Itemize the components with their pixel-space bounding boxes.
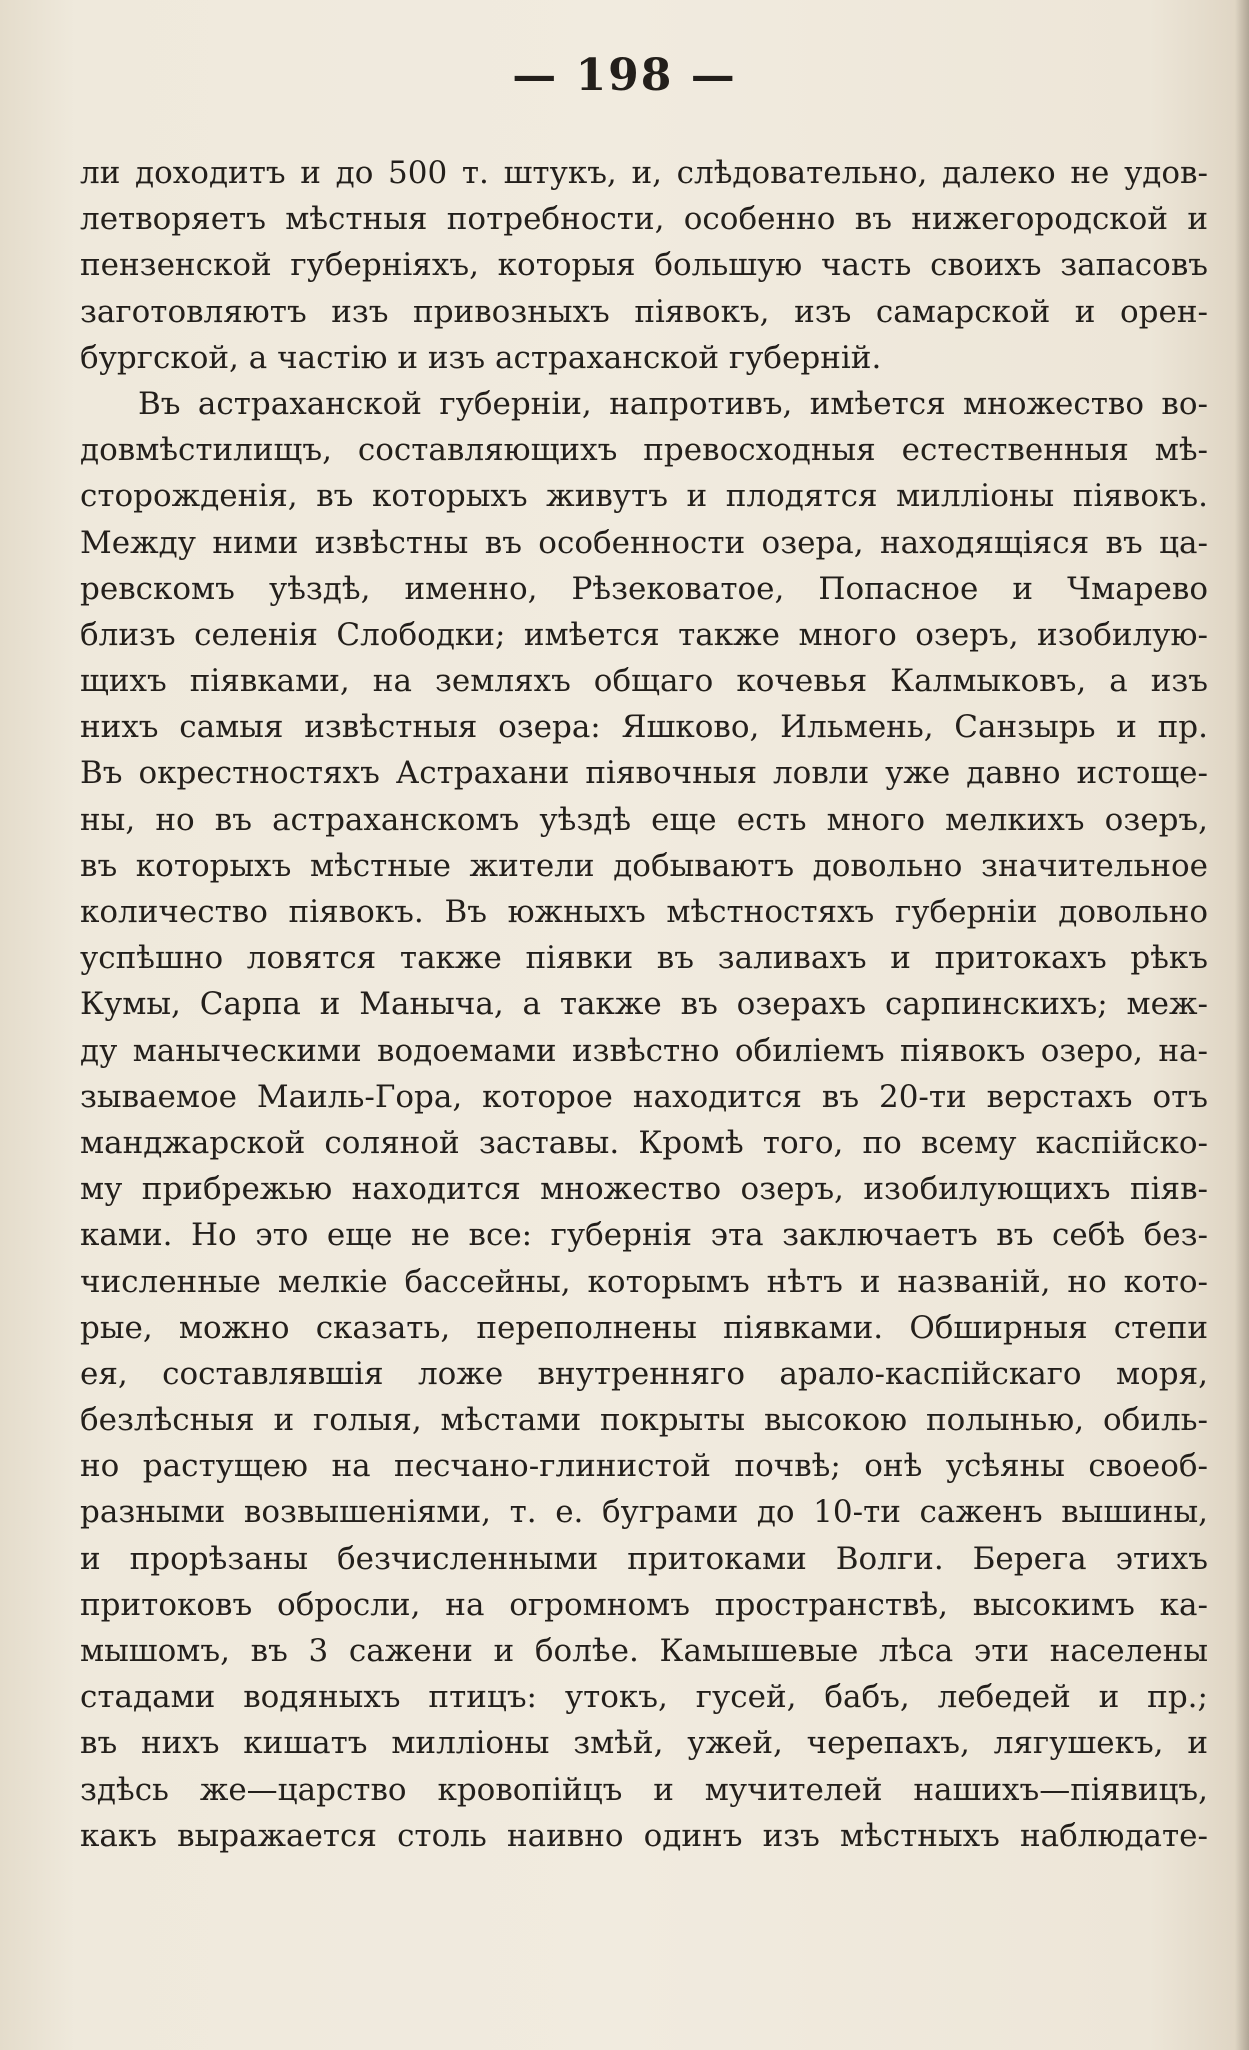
text-line: мышомъ, въ 3 сажени и болѣе. Камышевые лѣса эти населены <box>80 1633 1208 1669</box>
text-line: ревскомъ уѣздѣ, именно, Рѣзековатое, Попасное и Чмарево <box>80 570 1208 607</box>
text-line: пензенской губерніяхъ, которыя большую часть своихъ запасовъ <box>80 247 1208 284</box>
text-line: и прорѣзаны безчисленными притоками Волги. Берега этихъ <box>80 1540 1208 1577</box>
text-line: ны, но въ астраханскомъ уѣздѣ еще есть много мелкихъ озеръ, <box>80 801 1208 838</box>
text-line: ли доходитъ и до 500 т. штукъ, и, слѣдовательно, далеко не удов- <box>80 155 1208 191</box>
text-line: какъ выражается столь наивно одинъ изъ мѣстныхъ наблюдате- <box>80 1817 1208 1854</box>
text-line: безлѣсныя и голыя, мѣстами покрыты высокою полынью, обиль- <box>80 1402 1208 1439</box>
text-line: рые, можно сказать, переполнены піявками. Обширныя степи <box>80 1309 1208 1346</box>
text-line: здѣсь же—царство кровопійцъ и мучителей нашихъ—піявицъ, <box>80 1771 1208 1808</box>
text-line: Кумы, Сарпа и Маныча, а также въ озерахъ сарпинскихъ; меж- <box>80 986 1208 1023</box>
text-line: щихъ піявками, на земляхъ общаго кочевья Калмыковъ, а изъ <box>80 663 1208 700</box>
text-line: ду маныческими водоемами извѣстно обиліемъ піявокъ озеро, на- <box>80 1032 1208 1069</box>
text-line: манджарской соляной заставы. Кромѣ того, по всему каспійско- <box>80 1124 1208 1161</box>
text-line: разными возвышеніями, т. е. буграми до 10-ти саженъ вышины, <box>80 1494 1208 1531</box>
text-line: ками. Но это еще не все: губернія эта заключаетъ въ себѣ без- <box>80 1217 1208 1254</box>
text-line: довмѣстилищъ, составляющихъ превосходныя естественныя мѣ- <box>80 432 1208 469</box>
text-line: му прибрежью находится множество озеръ, изобилующихъ піяв- <box>80 1171 1208 1208</box>
text-line: стадами водяныхъ птицъ: утокъ, гусей, бабъ, лебедей и пр.; <box>80 1679 1208 1716</box>
text-line: ея, составлявшія ложе внутренняго арало-каспійскаго моря, <box>80 1355 1208 1392</box>
text-line: Между ними извѣстны въ особенности озера, находящіяся въ ца- <box>80 524 1208 561</box>
body-text <box>80 150 1208 1859</box>
text-line: бургской, а частію и изъ астраханской губерній. <box>80 339 882 376</box>
text-line: въ нихъ кишатъ милліоны змѣй, ужей, черепахъ, лягушекъ, и <box>80 1725 1208 1762</box>
text-line: нихъ самыя извѣстныя озера: Яшково, Ильмень, Санзырь и пр. <box>80 709 1208 746</box>
text-line: успѣшно ловятся также піявки въ заливахъ и притокахъ рѣкъ <box>80 940 1208 977</box>
text-line: численные мелкіе бассейны, которымъ нѣтъ и названій, но кото- <box>80 1263 1208 1300</box>
text-line: заготовляютъ изъ привозныхъ піявокъ, изъ самарской и орен- <box>80 293 1208 330</box>
text-line: притоковъ обросли, на огромномъ пространствѣ, высокимъ ка- <box>80 1586 1208 1623</box>
text-line: количество піявокъ. Въ южныхъ мѣстностяхъ губерніи довольно <box>80 894 1208 930</box>
text-line: сторожденія, въ которыхъ живутъ и плодятся милліоны піявокъ. <box>80 478 1208 515</box>
text-line: Въ астраханской губерніи, напротивъ, имѣется множество во- <box>138 385 1208 422</box>
text-line: но растущею на песчано-глинистой почвѣ; онѣ усѣяны своеоб- <box>80 1448 1208 1485</box>
text-line: Въ окрестностяхъ Астрахани піявочныя ловли уже давно истоще- <box>80 755 1208 792</box>
page-number: — 198 — <box>512 50 737 101</box>
page-edge-shadow <box>1235 0 1249 2050</box>
text-line: летворяетъ мѣстныя потребности, особенно въ нижегородской и <box>80 201 1208 238</box>
text-line: близъ селенія Слободки; имѣется также много озеръ, изобилую- <box>80 616 1208 653</box>
text-line: въ которыхъ мѣстные жители добываютъ довольно значительное <box>80 847 1208 884</box>
text-line: зываемое Маиль-Гора, которое находится въ 20-ти верстахъ отъ <box>80 1078 1208 1115</box>
